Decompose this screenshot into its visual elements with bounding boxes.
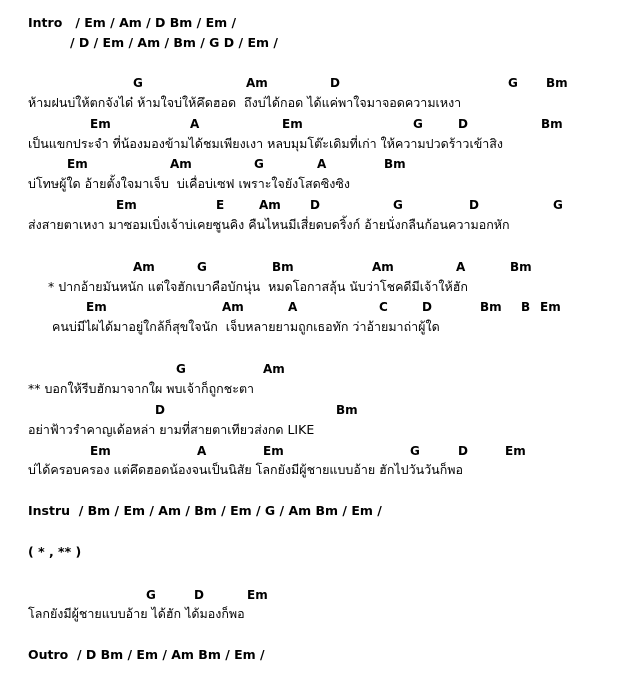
chord: A <box>190 117 200 131</box>
chord: Em <box>247 588 268 602</box>
chord: Em <box>90 444 111 458</box>
chord: Am <box>222 300 244 314</box>
chord: Bm <box>272 260 294 274</box>
lyric-line: บ่โทษผู้ใด อ้ายตั้งใจมาเจ็บ บ่เคื่อบ่เซฟ เพราะใจยังโสดซิงซิง <box>28 176 350 191</box>
chord: Am <box>170 157 192 171</box>
intro-line-1: Intro / Em / Am / D Bm / Em / <box>28 15 237 30</box>
chord: G <box>254 157 264 171</box>
chord: G <box>410 444 420 458</box>
chord: Bm <box>384 157 406 171</box>
lyric-line: บ่ได้ครอบครอง แต่คึดฮอดน้องจนเป็นนิสัย โลกยังมีผู้ชายแบบอ้าย ฮักไปวันวันก็พอ <box>28 462 464 477</box>
chord: Bm <box>480 300 502 314</box>
chord: A <box>456 260 466 274</box>
chord: Bm <box>336 403 358 417</box>
lyric-line: ** บอกให้รีบฮักมาจากใผ พบเจ้าก็ถูกชะตา <box>28 381 255 396</box>
lyric-line: เป็นแขกประจำ ที่น้องมองข้ามได้ชมเพียงเงา หลบมุมโต๊ะเดิมที่เก่า ให้ความปวดร้าวเข้าสิง <box>28 136 504 151</box>
lyric-line: โลกยังมีผู้ชายแบบอ้าย ได้ฮัก ได้มองก็พอ <box>28 606 245 621</box>
chord: Em <box>67 157 88 171</box>
lyric-line: อย่าฟ้าวรำคาญเด้อหล่า ยามที่สายตาเทียวส่งกด LIKE <box>28 422 315 437</box>
chord: D <box>458 444 468 458</box>
chord: D <box>194 588 204 602</box>
chord: Am <box>263 362 285 376</box>
chord: B <box>521 300 531 314</box>
chord: Am <box>372 260 394 274</box>
chord: G <box>553 198 563 212</box>
chord: G <box>133 76 143 90</box>
chord: C <box>379 300 388 314</box>
chord: Em <box>263 444 284 458</box>
chord: D <box>458 117 468 131</box>
chord: G <box>197 260 207 274</box>
chord: Em <box>116 198 137 212</box>
chord: G <box>146 588 156 602</box>
chord: Em <box>505 444 526 458</box>
instru-line: Instru / Bm / Em / Am / Bm / Em / G / Am Bm / Em / <box>28 503 382 518</box>
chord: Em <box>282 117 303 131</box>
chord: D <box>422 300 432 314</box>
chord: Bm <box>541 117 563 131</box>
chord: Am <box>259 198 281 212</box>
chord: Em <box>90 117 111 131</box>
chord: D <box>155 403 165 417</box>
chord: A <box>197 444 207 458</box>
lyric-line: * ปากอ้ายมันหนัก แต่ใจฮักเบาคือบักนุ่น หมดโอกาสลุ้น นับว่าโชคดีมีเจ้าให้ฮัก <box>48 279 468 294</box>
chord: Em <box>540 300 561 314</box>
chord: Bm <box>546 76 568 90</box>
chord: G <box>176 362 186 376</box>
chord: G <box>393 198 403 212</box>
chord: Em <box>86 300 107 314</box>
lyric-line: คนบ่มีไผได้มาอยู่ใกล้ก็สุขใจนัก เจ็บหลายยามถูกเธอทัก ว่าอ้ายมาถ่าผู้ใด <box>52 319 440 334</box>
repeat-marker: ( * , ** ) <box>28 544 82 559</box>
chord: G <box>508 76 518 90</box>
chord: E <box>216 198 225 212</box>
lyric-line: ห้ามฝนบ่ให้ตกจังได๋ ห้ามใจบ่ให้คึดฮอด ถึงบ่ได้กอด ได้แค่พาใจมาจอดความเหงา <box>28 95 462 110</box>
chord: A <box>288 300 298 314</box>
chord: D <box>469 198 479 212</box>
chord: Am <box>246 76 268 90</box>
lyric-line: ส่งสายตาเหงา มาซอมเบิ่งเจ้าบ่เคยซูนคิง คืนไหนมีเสี่ยดบดริ้งก์ อ้ายนั่งกลืนก้อนความอกหัก <box>28 217 510 232</box>
chord: Bm <box>510 260 532 274</box>
intro-line-2: / D / Em / Am / Bm / G D / Em / <box>70 35 278 50</box>
chord: D <box>330 76 340 90</box>
chord: G <box>413 117 423 131</box>
outro-line: Outro / D Bm / Em / Am Bm / Em / <box>28 647 265 662</box>
chord: Am <box>133 260 155 274</box>
chord: A <box>317 157 327 171</box>
chord: D <box>310 198 320 212</box>
